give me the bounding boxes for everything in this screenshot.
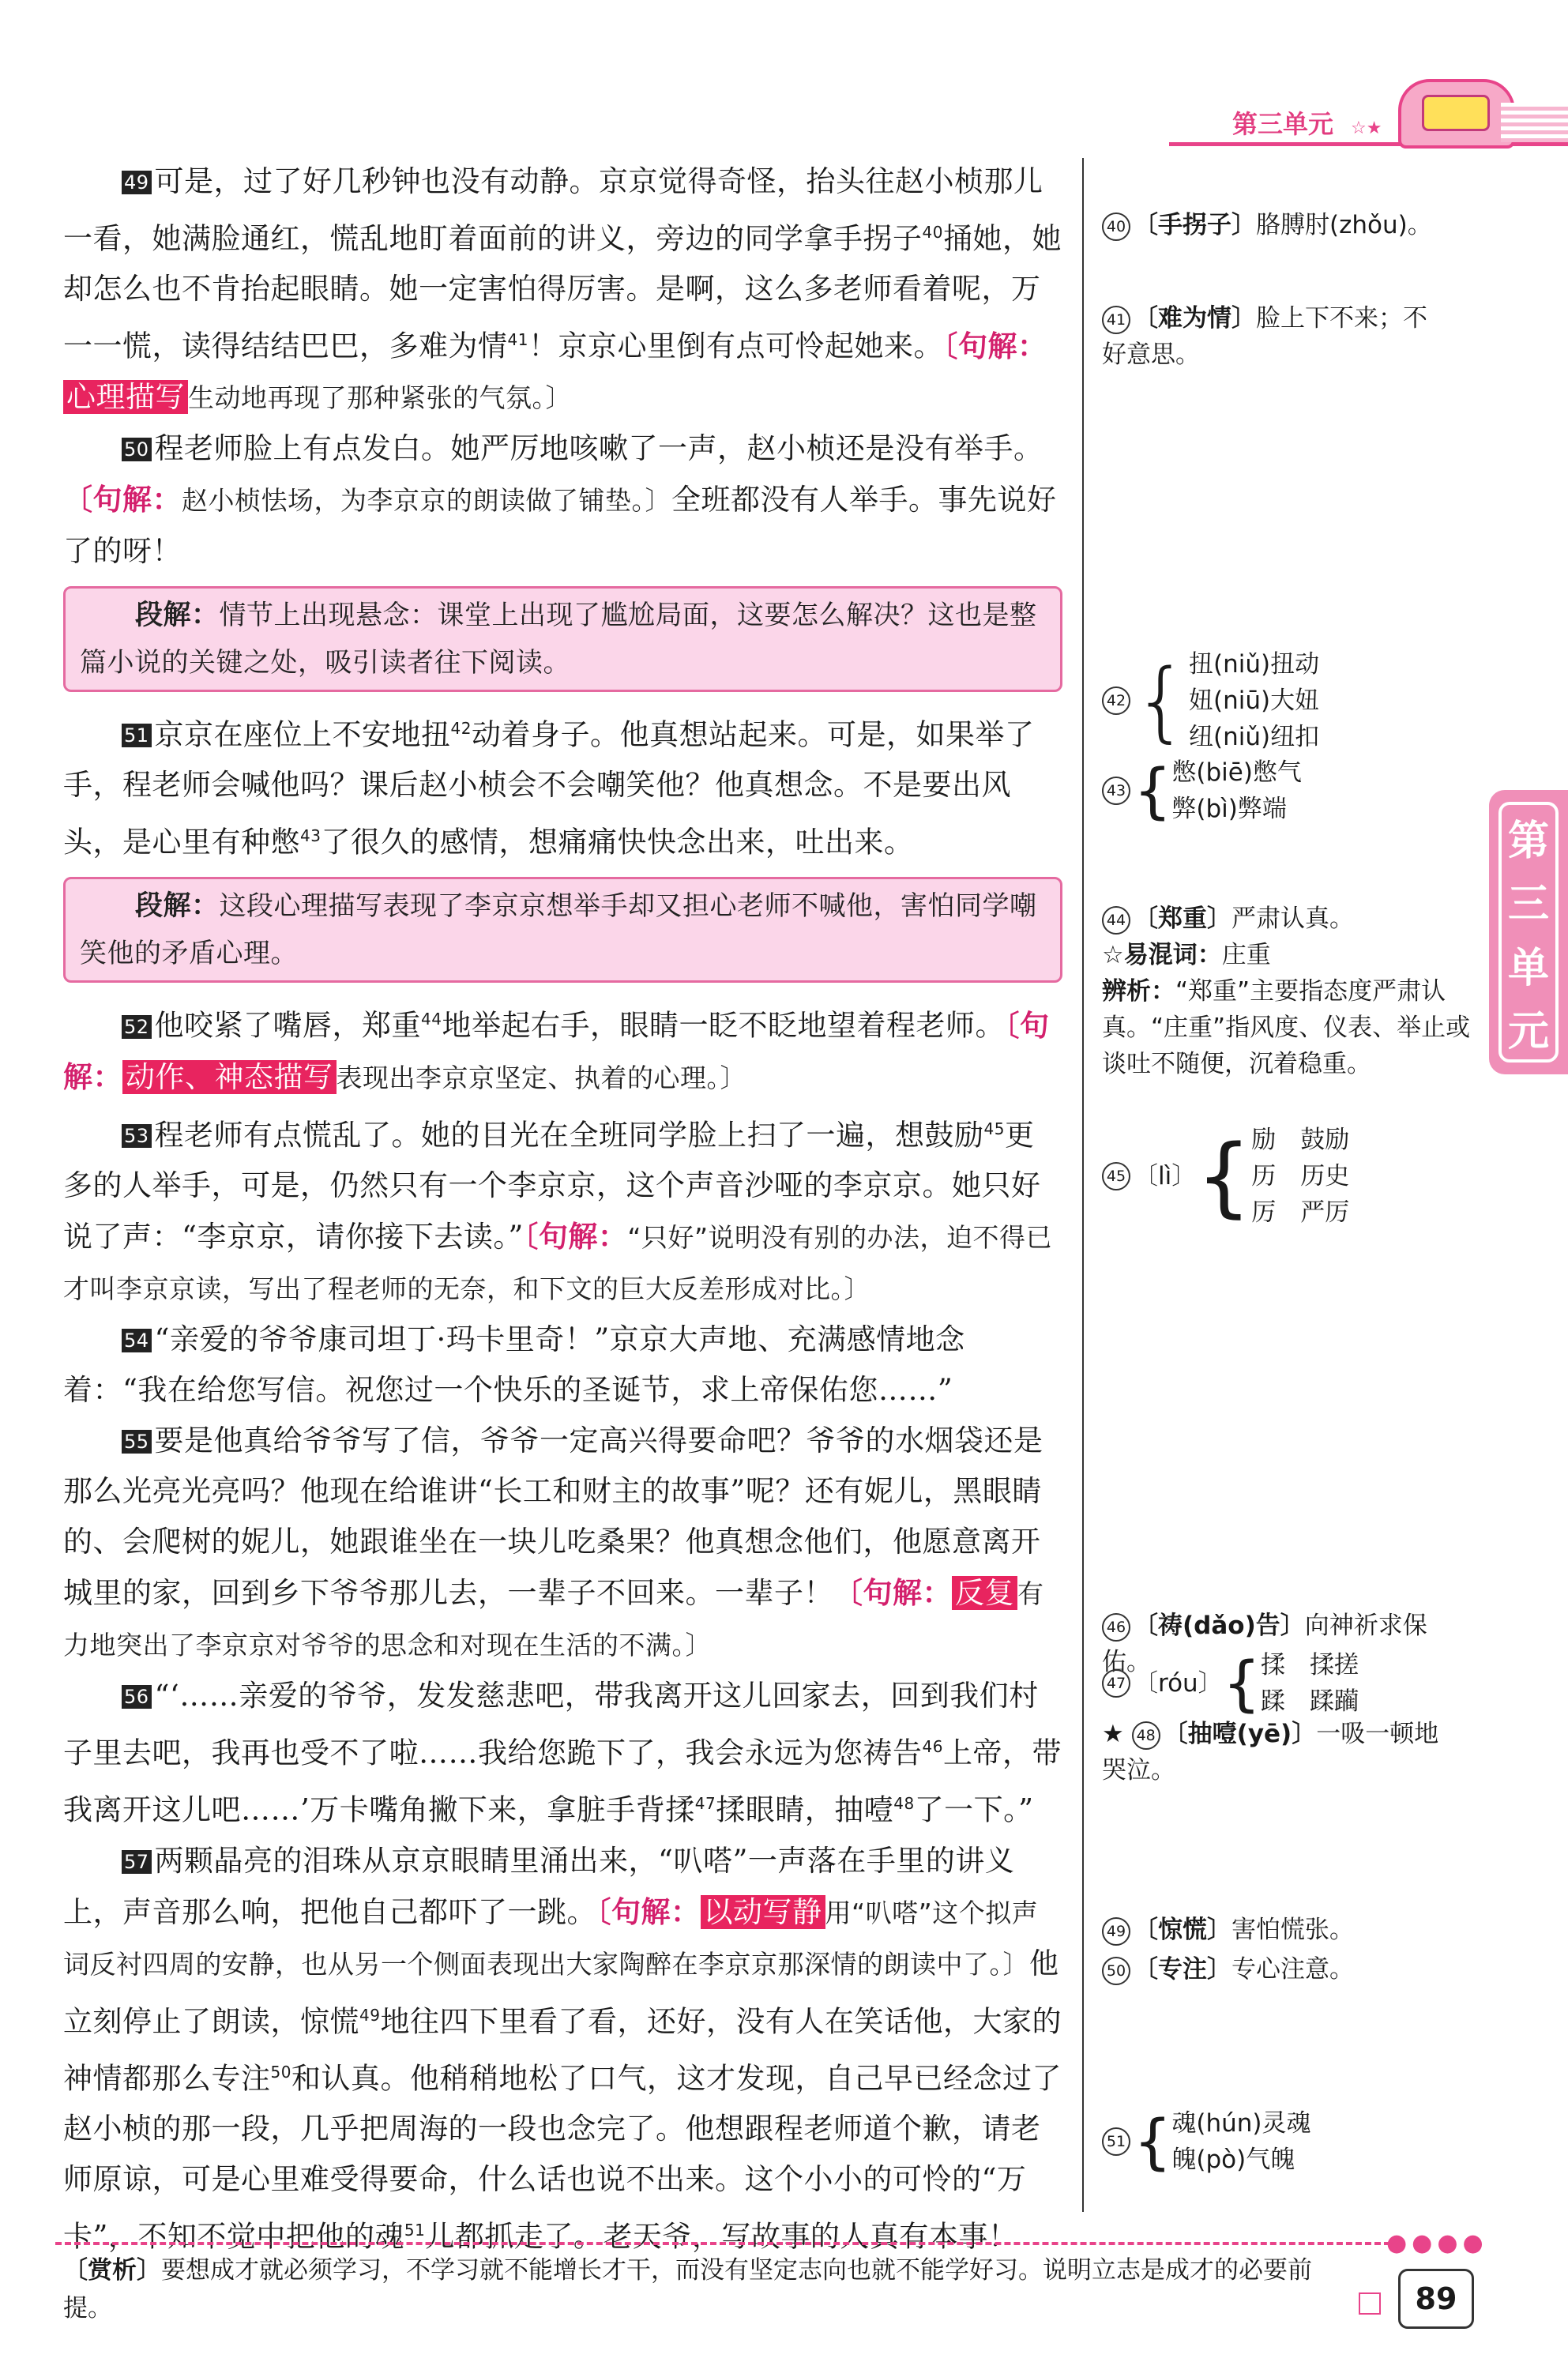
note-text: 专心注意。	[1231, 1955, 1354, 1984]
note-pinyin: 〔róu〕	[1134, 1669, 1223, 1698]
note-line: 揉 揉搓	[1261, 1651, 1359, 1679]
tag: 动作、神态描写	[122, 1060, 337, 1094]
note-number: 44	[1102, 906, 1130, 935]
note-43	[1102, 754, 1465, 827]
footer-dashed-rule	[55, 2242, 1390, 2245]
note-term: 〔难为情〕	[1134, 304, 1256, 333]
note-number: 43	[1102, 777, 1130, 805]
text: “只好”说明没有别的办法，迫不得已才叫李京京读，写出了程老师的无奈，和下文的巨大反差形成对比。〕	[63, 1221, 1053, 1304]
note-51	[1102, 2105, 1465, 2178]
note-line: 憋(biē)憋气	[1171, 758, 1302, 787]
note-term: 〔郑重〕	[1134, 905, 1231, 933]
tab-char: 元	[1507, 1008, 1549, 1056]
note-ref: 51	[404, 2221, 426, 2240]
analysis-label: 辨析：	[1102, 977, 1175, 1006]
paragraph-50	[63, 423, 1062, 577]
text: 动着身子。他真想站起来。可是，如果举了手，程老师会喊他吗？课后赵小桢会不会嘲笑他？他真想念。不是要出风头，是心里有种憋	[63, 716, 1035, 859]
note-number: 42	[1102, 686, 1130, 715]
confusable-label: ☆易混词：	[1102, 941, 1222, 969]
text: 地举起右手，眼睛一眨不眨地望着程老师。	[442, 1008, 1005, 1043]
paragraph-number: 56	[122, 1685, 152, 1709]
tab-char: 三	[1507, 881, 1549, 929]
note-line: 纽(niǔ)纽扣	[1189, 723, 1320, 751]
text: 京京在座位上不安地扭	[154, 716, 451, 751]
text: “亲爱的爷爷康司坦丁·玛卡里奇！”京京大声地、充满感情地念着：“我在给您写信。祝您过一个快乐的圣诞节，求上帝保佑您……”	[63, 1322, 965, 1407]
note-text: 害怕慌张。	[1231, 1916, 1354, 1944]
note-line: 妞(niū)大妞	[1189, 686, 1320, 715]
text: 揉眼睛，抽噎	[716, 1792, 894, 1827]
paragraph-analysis-box	[63, 586, 1062, 692]
note-line: 弊(bì)弊端	[1171, 795, 1287, 823]
text: 有力地突出了李京京对爷爷的思念和对现在生活的不满。〕	[63, 1578, 1044, 1661]
note-term: 〔抽噎(yē)〕	[1163, 1720, 1317, 1748]
text: 可是，过了好几秒钟也没有动静。京京觉得奇怪，抬头往赵小桢那儿一看，她满脸通红，慌乱地盯着面前的讲义，旁边的同学拿手拐子	[63, 164, 1043, 256]
note-number: 46	[1102, 1613, 1130, 1642]
note-ref: 50	[270, 2062, 291, 2082]
text: 要是他真给爷爷写了信，爷爷一定高兴得要命吧？爷爷的水烟袋还是那么光亮光亮吗？他现在给谁讲“长工和财主的故事”呢？还有妮儿，黑眼睛的、会爬树的妮儿，她跟谁坐在一块儿吃桑果？他真想念他们，他愿意离开城里的家，回到乡下爷爷那儿去，一辈子不回来。一辈子！	[63, 1423, 1043, 1610]
note-text: 向神祈求保佑。	[1102, 1612, 1427, 1676]
text: ！京京心里倒有点可怜起她来。	[528, 329, 943, 363]
page-number: 89	[1398, 2269, 1474, 2329]
unit-title: 第三单元	[1232, 109, 1334, 139]
brace-icon: {	[1196, 1126, 1252, 1227]
note-number: 51	[1102, 2127, 1130, 2156]
label: 〔句解：	[596, 1894, 701, 1929]
text: 程老师脸上有点发白。她严厉地咳嗽了一声，赵小桢还是没有举手。	[154, 431, 1043, 465]
brace-icon: {	[1134, 650, 1189, 751]
note-42	[1102, 646, 1465, 755]
text: 赵小桢怯场，为李京京的朗读做了铺垫。〕	[182, 484, 671, 516]
paragraph-number: 49	[122, 171, 152, 194]
note-line: 励 鼓励	[1251, 1126, 1350, 1154]
analysis-text: “郑重”主要指态度严肃认真。“庄重”指风度、仪表、举止或谈吐不随便，沉着稳重。	[1102, 977, 1471, 1078]
note-number: 47	[1102, 1669, 1130, 1698]
text: 生动地再现了那种紧张的气氛。〕	[188, 382, 572, 413]
paragraph-number: 53	[122, 1124, 152, 1148]
text: 情节上出现悬念：课堂上出现了尴尬局面，这要怎么解决？这也是整篇小说的关键之处，吸引读者往下阅读。	[80, 599, 1037, 679]
note-text: 胳膊肘(zhǒu)。	[1256, 211, 1432, 239]
note-line: 历 历史	[1251, 1162, 1350, 1190]
column-divider	[1082, 158, 1084, 2212]
text: 他立刻停止了朗读，惊慌	[63, 1946, 1059, 2038]
note-50	[1102, 1951, 1465, 1988]
text: 了一下。”	[914, 1792, 1034, 1827]
note-term: 〔专注〕	[1134, 1955, 1231, 1984]
tab-char: 单	[1507, 944, 1549, 992]
label: 〔句解：	[63, 1007, 1050, 1094]
text: 儿都抓走了。老天爷，写故事的人真有本事！	[425, 2219, 1018, 2254]
label: 〔句解：	[63, 481, 182, 517]
text: 他咬紧了嘴唇，郑重	[154, 1008, 422, 1043]
paragraph-number: 52	[122, 1015, 152, 1039]
star-icon: ★	[1102, 1720, 1124, 1748]
note-ref: 41	[507, 330, 528, 350]
paragraph-53	[63, 1104, 1062, 1315]
paragraph-number: 50	[122, 438, 152, 461]
label: 〔句解：	[942, 328, 1047, 363]
note-number: 41	[1102, 306, 1130, 334]
text: 了很久的感情，想痛痛快快念出来，吐出来。	[321, 825, 914, 859]
text: 两颗晶亮的泪珠从京京眼睛里涌出来，“叭嗒”一声落在手里的讲义上，声音那么响，把他自己都吓了一跳。	[63, 1843, 1015, 1929]
text: 地往四下里看了看，还好，没有人在笑话他，大家的神情都那么专注	[63, 2003, 1062, 2096]
text: “‘……亲爱的爷爷，发发慈悲吧，带我离开这儿回家去，回到我们村子里去吧，我再也受不了啦……我给您跪下了，我会永远为您祷告	[63, 1678, 1039, 1770]
note-ref: 42	[450, 718, 472, 738]
tag: 心理描写	[63, 380, 188, 414]
book-logo-inner	[1422, 95, 1490, 131]
note-ref: 48	[893, 1794, 915, 1814]
text: 和认真。他稍稍地松了口气，这才发现，自己早已经念过了赵小桢的那一段，几乎把周海的一段也念完了。他想跟程老师道个歉，请老师原谅，可是心里难受得要命，什么话也说不出来。这个小小的可怜的“万卡”，不知不觉中把他的魂	[63, 2061, 1062, 2254]
note-49	[1102, 1912, 1465, 1948]
note-number: 40	[1102, 213, 1130, 241]
text: 全班都没有人举手。事先说好了的呀！	[63, 482, 1057, 568]
text: 上帝，带我离开这儿吧……’万卡嘴角撇下来，拿脏手背揉	[63, 1736, 1062, 1827]
tab-char: 第	[1507, 817, 1549, 865]
text: 捅她，她却怎么也不肯抬起眼睛。她一定害怕得厉害。是啊，这么多老师看着呢，万一一慌，读得结结巴巴，多难为情	[63, 221, 1062, 363]
label: 段解：	[135, 599, 220, 631]
text: 更多的人举手，可是，仍然只有一个李京京，这个声音沙哑的李京京。她只好说了声：“李京京，请你接下去读。”	[63, 1117, 1041, 1254]
footer-appreciation	[63, 2251, 1359, 2327]
note-ref: 43	[300, 826, 321, 845]
text: 用“叭嗒”这个拟声词反衬四周的安静，也从另一个侧面表现出大家陶醉在李京京那深情的朗读中了。〕	[63, 1897, 1039, 1980]
paragraph-55	[63, 1416, 1062, 1671]
note-ref: 49	[359, 2005, 381, 2025]
footer-label: 〔赏析〕	[63, 2256, 161, 2285]
paragraph-56	[63, 1671, 1062, 1836]
note-number: 50	[1102, 1957, 1130, 1985]
checkbox-square-icon	[1359, 2292, 1381, 2315]
paragraph-51	[63, 703, 1062, 868]
note-47	[1102, 1647, 1465, 1720]
footer-dots: ●●●●	[1386, 2229, 1488, 2257]
note-pinyin: 〔lì〕	[1134, 1162, 1197, 1190]
note-48	[1102, 1716, 1450, 1788]
unit-side-tab-label	[1498, 802, 1559, 1063]
paragraph-number: 57	[122, 1850, 152, 1874]
note-ref: 45	[983, 1119, 1005, 1138]
label: 〔句解：	[523, 1218, 628, 1254]
confusable-word: 庄重	[1221, 941, 1271, 969]
paragraph-49	[63, 156, 1062, 423]
label: 〔句解：	[833, 1574, 952, 1610]
brace-icon: {	[1134, 2106, 1172, 2176]
tag: 以动写静	[701, 1895, 825, 1929]
note-ref: 47	[694, 1794, 716, 1814]
note-line: 厉 严厉	[1251, 1198, 1350, 1227]
note-term: 〔手拐子〕	[1134, 211, 1256, 239]
text: 表现出李京京坚定、执着的心理。〕	[336, 1062, 746, 1093]
note-number: 45	[1102, 1162, 1130, 1190]
note-text: 脸上下不来；不好意思。	[1102, 304, 1427, 369]
note-number: 48	[1132, 1721, 1160, 1750]
note-40	[1102, 207, 1465, 243]
note-text: 严肃认真。	[1231, 905, 1354, 933]
sentence-analysis	[63, 483, 671, 517]
text: 这段心理描写表现了李京京想举手却又担心老师不喊他，害怕同学嘲笑他的矛盾心理。	[80, 890, 1037, 970]
brace-icon: {	[1222, 1648, 1262, 1718]
paragraph-number: 55	[122, 1430, 152, 1454]
footer-text: 要想成才就必须学习，不学习就不能增长才干，而没有坚定志向也就不能学好习。说明立志是成才的必要前提。	[63, 2256, 1312, 2323]
note-ref: 40	[922, 223, 943, 242]
note-text: 一吸一顿地哭泣。	[1102, 1720, 1439, 1785]
paragraph-57	[63, 1836, 1062, 2262]
main-text	[63, 156, 1062, 2262]
note-ref: 46	[922, 1736, 943, 1756]
brace-icon: {	[1134, 755, 1172, 826]
paragraph-number: 54	[122, 1329, 152, 1352]
note-ref: 44	[421, 1010, 442, 1029]
note-41	[1102, 300, 1450, 373]
header-stars-decoration: ☆★	[1351, 118, 1382, 138]
note-line: 魄(pò)气魄	[1171, 2146, 1295, 2174]
label: 段解：	[135, 890, 220, 923]
paragraph-number: 51	[122, 724, 152, 747]
text: 程老师有点慌乱了。她的目光在全班同学脸上扫了一遍，想鼓励	[154, 1117, 984, 1152]
note-line: 魂(hún)灵魂	[1171, 2109, 1311, 2138]
note-number: 49	[1102, 1917, 1130, 1946]
note-44	[1102, 901, 1473, 1082]
paragraph-54	[63, 1315, 1062, 1416]
tag: 反复	[952, 1576, 1017, 1610]
paragraph-analysis-box	[63, 877, 1062, 983]
header-stripes	[1501, 103, 1568, 142]
paragraph-52	[63, 994, 1062, 1103]
note-term: 〔祷(dǎo)告〕	[1134, 1612, 1305, 1640]
note-term: 〔惊慌〕	[1134, 1916, 1231, 1944]
note-line: 蹂 蹂躏	[1261, 1687, 1359, 1716]
note-45	[1102, 1122, 1465, 1231]
note-line: 扭(niǔ)扭动	[1189, 650, 1320, 679]
